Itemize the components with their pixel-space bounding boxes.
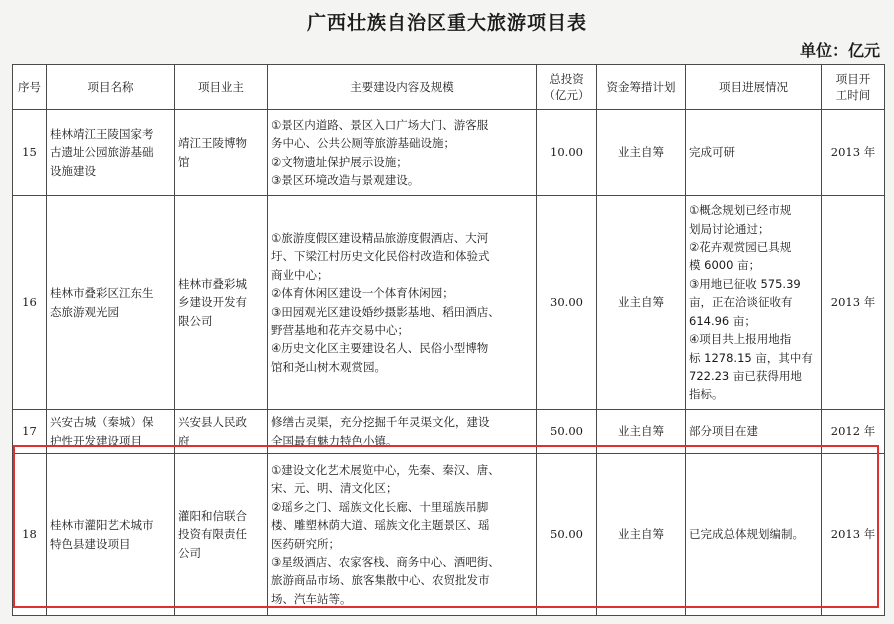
cell-invest: 50.00 [537,410,597,454]
header-content: 主要建设内容及规模 [268,65,537,110]
cell-content-line: 全国最有魅力特色小镇。 [271,433,398,448]
cell-name-line: 桂林市叠彩区江东生 [50,286,154,301]
cell-content-line: ②文物遗址保护展示设施； [271,154,408,169]
cell-content-line: ①建设文化艺术展览中心，先秦、秦汉、唐、 [271,462,500,477]
cell-start: 2013 年 [822,454,885,616]
cell-owner-line: 乡建设开发有 [178,295,247,310]
unit-label: 单位：亿元 [799,41,880,60]
header-invest [537,65,597,110]
cell-progress [686,410,822,454]
header-start-line: 工时间 [835,88,871,102]
cell-content-line: ③田园观光区建设婚纱摄影基地、稻田酒店、 [271,304,500,319]
cell-content-line: 宋、元、明、清文化区； [271,481,398,496]
header-progress: 项目进展情况 [686,65,822,110]
cell-funding: 业主自筹 [597,110,686,196]
cell-content-line: 野营基地和花卉交易中心； [271,322,409,337]
cell-progress-line: 划局讨论通过； [689,221,770,236]
cell-seq: 16 [13,196,47,410]
cell-content-line: ③景区环境改造与景观建设。 [271,172,420,187]
cell-owner-line: 馆 [178,154,190,169]
cell-start: 2012 年 [822,410,885,454]
cell-progress [686,454,822,616]
header-owner: 项目业主 [175,65,268,110]
cell-content-line: ③星级酒店、农家客栈、商务中心、酒吧街、 [271,554,500,569]
cell-content-line: 商业中心； [271,267,329,282]
cell-funding: 业主自筹 [597,454,686,616]
cell-content-line: 修缮古灵渠，充分挖掘千年灵渠文化，建设 [271,415,490,430]
cell-content-line: ①旅游度假区建设精品旅游度假酒店、大河 [271,230,489,245]
cell-name-line: 特色县建设项目 [50,536,131,551]
table-row [13,110,885,196]
cell-funding: 业主自筹 [597,196,686,410]
cell-name-line: 护性开发建设项目 [50,433,142,448]
cell-content-line: 医药研究所； [271,536,340,551]
cell-name-line: 桂林市灌阳艺术城市 [50,518,154,533]
cell-content-line: 场、汽车站等。 [271,591,352,606]
cell-progress-line: 部分项目在建 [689,424,758,439]
cell-seq: 17 [13,410,47,454]
table-row [13,410,885,454]
cell-content [268,454,537,616]
table-row [13,454,885,616]
cell-content-line: ②瑶乡之门、瑶族文化长廊、十里瑶族吊脚 [271,499,489,514]
cell-content-line: 旅游商品市场、旅客集散中心、农贸批发市 [271,573,490,588]
cell-invest: 50.00 [537,454,597,616]
cell-progress-line: 标 1278.15 亩，其中有 [689,350,813,365]
cell-owner [175,410,268,454]
cell-content-line: ④历史文化区主要建设名人、民俗小型博物 [271,341,489,356]
cell-content [268,110,537,196]
header-name: 项目名称 [47,65,175,110]
cell-name [47,410,175,454]
cell-progress-line: 完成可研 [689,145,735,160]
cell-progress-line: 亩，正在洽谈征收有 [689,295,793,310]
cell-invest: 10.00 [537,110,597,196]
cell-owner [175,454,268,616]
header-invest-line: （亿元） [543,88,590,102]
cell-seq: 18 [13,454,47,616]
header-start-line: 项目开 [835,72,871,86]
cell-progress [686,110,822,196]
cell-progress-line: ②花卉观赏园已具规 [689,240,792,255]
cell-content-line: 馆和尧山树木观赏园。 [271,359,386,374]
cell-name [47,110,175,196]
cell-progress-line: 指标。 [689,387,724,402]
cell-progress-line: ①概念规划已经市规 [689,203,792,218]
cell-owner-line: 限公司 [178,313,213,328]
cell-name-line: 兴安古城（秦城）保 [50,415,154,430]
project-table [12,64,885,616]
cell-progress [686,196,822,410]
cell-owner-line: 桂林市叠彩城 [178,276,247,291]
cell-owner-line: 府 [178,433,190,448]
cell-content [268,196,537,410]
cell-name-line: 桂林靖江王陵国家考 [50,126,154,141]
cell-name-line: 古遗址公园旅游基础 [50,145,154,160]
cell-name-line: 态旅游观光园 [50,304,119,319]
cell-content [268,410,537,454]
cell-seq: 15 [13,110,47,196]
cell-owner-line: 投资有限责任 [178,527,247,542]
cell-content-line: 圩、下梁江村历史文化民俗村改造和体验式 [271,249,490,264]
cell-owner [175,196,268,410]
cell-progress-line: ④项目共上报用地指 [689,332,792,347]
cell-invest: 30.00 [537,196,597,410]
cell-start: 2013 年 [822,110,885,196]
page-title: 广西壮族自治区重大旅游项目表 [306,12,587,34]
cell-progress-line: 614.96 亩； [689,313,756,328]
table-header-row [13,65,885,110]
header-start [822,65,885,110]
cell-owner-line: 兴安县人民政 [178,415,247,430]
cell-name-line: 设施建设 [50,163,96,178]
header-invest-line: 总投资 [549,72,584,86]
cell-content-line: 楼、雕塑林荫大道、瑶族文化主题景区、瑶 [271,518,490,533]
cell-owner-line: 公司 [178,545,201,560]
cell-progress-line: ③用地已征收 575.39 [689,276,801,291]
header-seq: 序号 [13,65,47,110]
cell-progress-line: 模 6000 亩； [689,258,761,273]
cell-progress-line: 722.23 亩已获得用地 [689,368,802,383]
cell-content-line: ①景区内道路、景区入口广场大门、游客服 [271,117,489,132]
cell-content-line: ②体育休闲区建设一个体育休闲园； [271,286,454,301]
cell-name [47,454,175,616]
cell-owner [175,110,268,196]
cell-funding: 业主自筹 [597,410,686,454]
cell-owner-line: 灌阳和信联合 [178,508,247,523]
cell-name [47,196,175,410]
header-funding: 资金筹措计划 [597,65,686,110]
cell-owner-line: 靖江王陵博物 [178,136,247,151]
cell-content-line: 务中心、公共公厕等旅游基础设施； [271,136,455,151]
cell-progress-line: 已完成总体规划编制。 [689,527,804,542]
cell-start: 2013 年 [822,196,885,410]
table-row [13,196,885,410]
